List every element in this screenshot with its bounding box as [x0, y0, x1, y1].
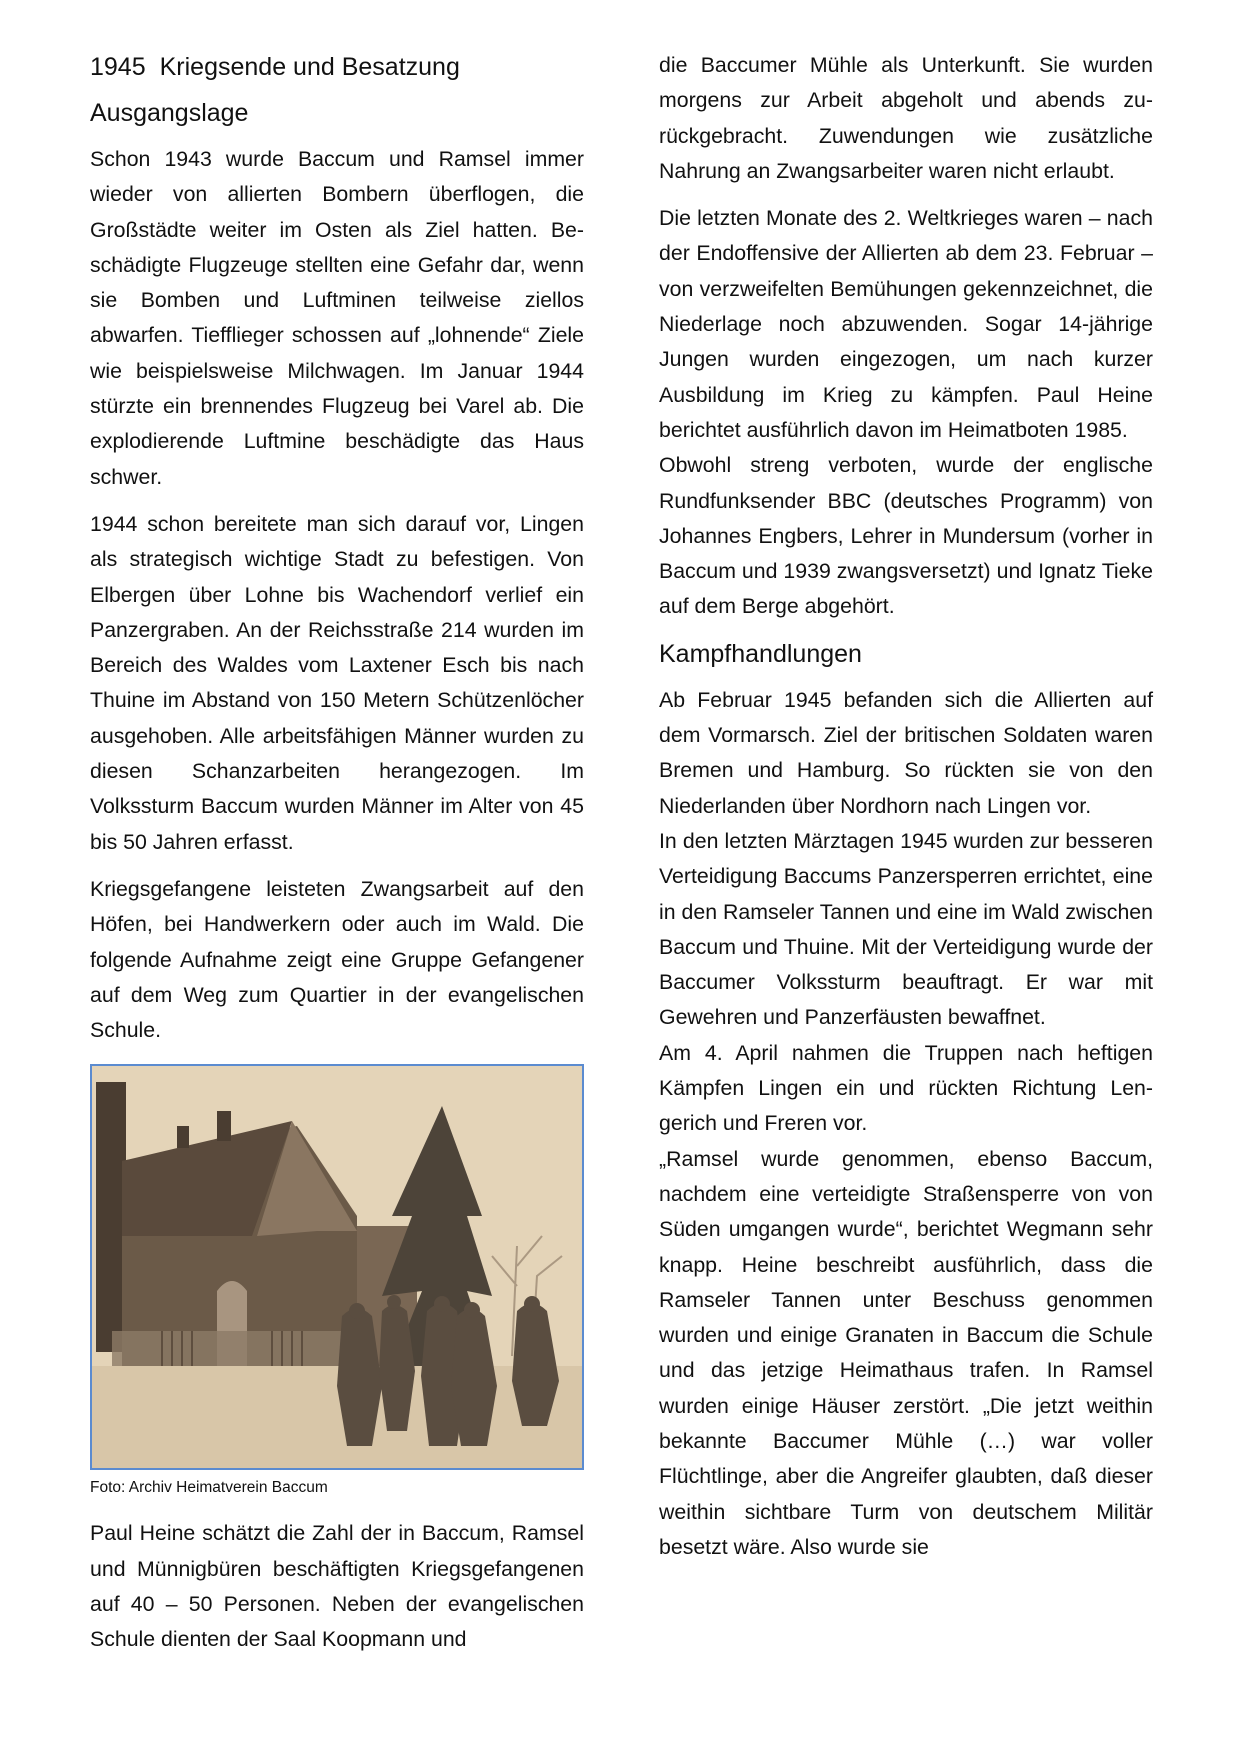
- title-text: Kriegsende und Besatzung: [159, 53, 460, 81]
- paragraph: Die letzten Monate des 2. Weltkrieges waren – nach der Endoffensive der Allierten ab dem 23. Februar – von verzweifelten Bemühungen gekennzeichnet, die Niederlage noch abzuwenden. Sogar 14-jährige Jungen wurden eingezogen, um nach kurzer Ausbildung im Krieg zu kämpfen. Paul Heine berichtet ausführlich davon im Heimatboten 1985.: [659, 206, 1153, 442]
- paragraph: „Ramsel wurde genommen, ebenso Baccum, nachdem eine verteidigte Straßensperre von von Süden umgangen wurde“, berichtet Wegmann sehr knapp. Heine beschreibt ausführlich, dass die Ramseler Tannen unter Beschuss genommen wurden und einige Granaten in Baccum die Schule und das jetzige Heimathaus trafen. In Ramsel wurden einige Häuser zerstört. „Die jetzt weithin bekannte Baccumer Mühle (…) war voller Flüchtlinge, aber die Angreifer glaubten, daß dieser weithin sichtbare Turm von deutschem Militär besetzt wäre. Also wurde sie: [659, 1146, 1153, 1559]
- paragraph: 1944 schon bereitete man sich darauf vor, Lingen als strategisch wichtige Stadt zu befestigen. Von Elbergen über Lohne bis Wachendorf verlief ein Panzergraben. An der Reichsstraße 214 wurden im Bereich des Waldes vom Laxtener Esch bis nach Thuine im Abstand von 150 Metern Schützenlöcher ausgehoben. Alle arbeitsfähigen Männer wurden zu diesen Schanzarbeiten herangezogen. Im Volkssturm Baccum wurden Männer im Alter von 45 bis 50 Jahren erfasst.: [90, 511, 584, 854]
- left-column: [90, 50, 584, 1670]
- section-heading-kampfhandlungen: Kampfhandlungen: [659, 639, 862, 668]
- paragraph: die Baccumer Mühle als Unterkunft. Sie wurden morgens zur Arbeit abgeholt und abends zurückgebracht. Zuwendungen wie zusätzliche Nahrung an Zwangsarbeiter waren nicht erlaubt.: [659, 53, 1153, 183]
- paragraph: Ab Februar 1945 befanden sich die Allierten auf dem Vormarsch. Ziel der britischen Soldaten waren Bremen und Hamburg. So rückten sie von den Niederlanden über Nordhorn nach Lingen vor.: [659, 687, 1153, 818]
- photo-caption: Foto: Archiv Heimatverein Baccum: [90, 1479, 328, 1497]
- title-year: 1945: [90, 53, 146, 81]
- paragraph: In den letzten Märztagen 1945 wurden zur besseren Verteidigung Baccums Panzersperren errichtet, eine in den Ramseler Tannen und eine im Wald zwischen Baccum und Thuine. Mit der Verteidigung wurde der Baccumer Volkssturm beauftragt. Er war mit Gewehren und Panzerfäusten bewaffnet.: [659, 828, 1153, 1030]
- right-column: [659, 48, 1153, 1565]
- section-heading-ausgangslage: Ausgangslage: [90, 99, 249, 127]
- paragraph: Am 4. April nahmen die Truppen nach heftigen Kämpfen Lingen ein und rückten Richtung Lengerich und Freren vor.: [659, 1040, 1153, 1136]
- paragraph: Schon 1943 wurde Baccum und Ramsel immer wieder von allierten Bombern überflogen, die Großstädte weiter im Osten als Ziel hatten. Beschädigte Flugzeuge stellten eine Gefahr dar, wenn sie Bomben und Luftminen teilweise ziellos abwarfen. Tiefflieger schossen auf „lohnende“ Ziele wie beispielsweise Milchwagen. Im Januar 1944 stürzte ein brennendes Flugzeug bei Varel ab. Die explodierende Luftmine beschädigte das Haus schwer.: [90, 147, 584, 489]
- page-title: [90, 50, 584, 84]
- paragraph: Obwohl streng verboten, wurde der englische Rundfunksender BBC (deutsches Programm) von Johannes Engbers, Lehrer in Mundersum (vorher in Baccum und 1939 zwangsversetzt) und Ignatz Tieke auf dem Berge abgehört.: [659, 453, 1153, 619]
- paragraph: Kriegsgefangene leisteten Zwangsarbeit auf den Höfen, bei Handwerkern oder auch im Wald. Die folgende Aufnahme zeigt eine Gruppe Gefangener auf dem Weg zum Quartier in der evangelischen Schule.: [90, 876, 584, 1043]
- photo-illustration: [92, 1066, 582, 1468]
- paragraph: Paul Heine schätzt die Zahl der in Baccum, Ramsel und Münnigbüren beschäftigten Kriegsgefangenen auf 40 – 50 Personen. Neben der evangelischen Schule dienten der Saal Koopmann und: [90, 1521, 584, 1652]
- historical-photo: [90, 1064, 584, 1470]
